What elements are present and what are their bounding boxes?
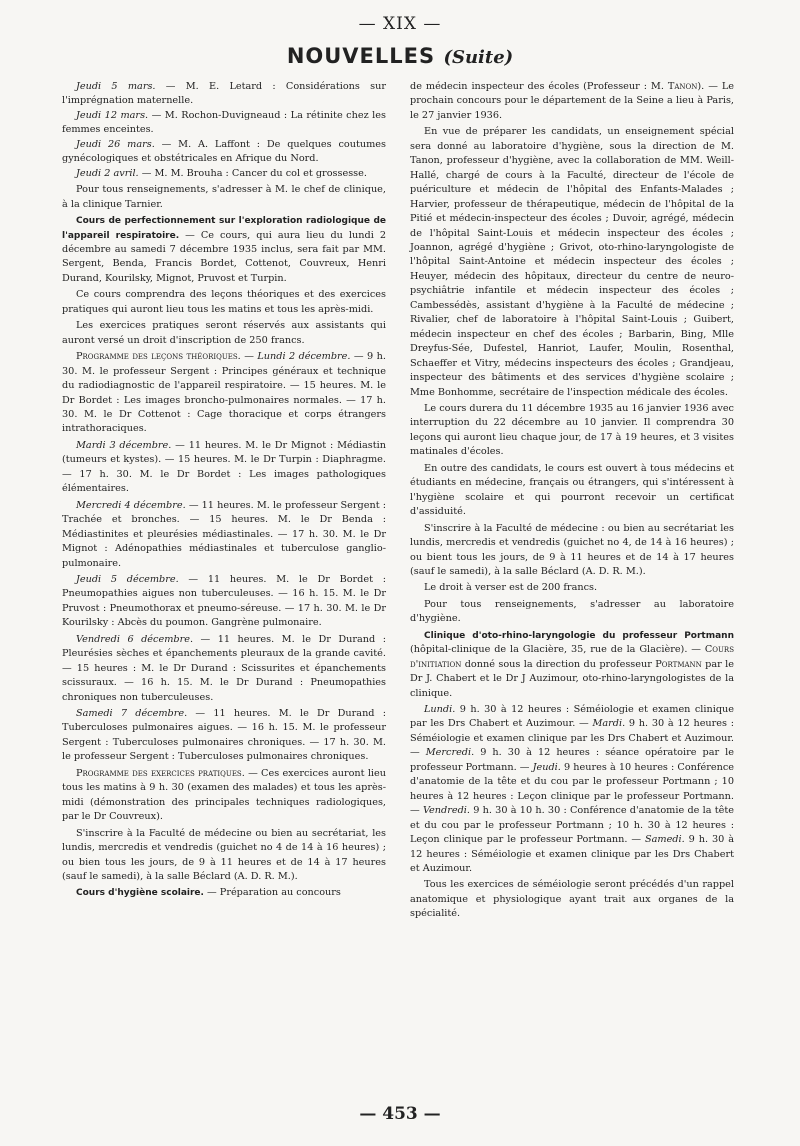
paragraph: Le droit à verser est de 200 francs. <box>424 582 598 594</box>
schedule-day: Mardi. <box>592 718 626 730</box>
text: ). — Le prochain concours pour le département de la Seine a lieu à Paris, le 27 janvier 1936. <box>410 81 734 121</box>
lecture-entry <box>62 167 386 181</box>
program-text: — Ces exercices auront lieu tous les matins à 9 h. 30 (examen des malades) et tous les après-midi (démonstration des principales techniques radiologiques, par le Dr Couvreux). <box>62 767 386 823</box>
program-entry <box>62 439 386 497</box>
schedule-text: 9 h. 30 à 12 heures : Séméiologie et examen clinique par les Drs Chabert et Auzimour. — <box>410 718 734 759</box>
section-title: Cours d'hygiène scolaire. <box>76 888 204 899</box>
program-date: Mardi 3 décembre. <box>76 439 172 451</box>
text: donné sous la direction du professeur <box>461 658 656 670</box>
schedule-day: Samedi. <box>644 834 685 846</box>
program-date: Samedi 7 décembre. <box>76 708 188 720</box>
paragraph <box>410 80 734 123</box>
lecture-entry <box>62 109 386 138</box>
section-heading <box>0 44 800 68</box>
lecture-entry <box>62 138 386 167</box>
schedule-day: Vendredi. <box>422 805 470 817</box>
paragraph: S'inscrire à la Faculté de médecine : ou bien au secrétariat les lundis, mercredis et vendredis (guichet no 4, de 14 à 16 heures) ; ou bient tous les jours, de 9 à 11 heures et de 14 à 17 heures (sauf le samedi), à la salle Béclard (A. D. R. M.). <box>410 522 734 577</box>
schedule <box>410 703 734 876</box>
schedule-day: Lundi. <box>424 704 456 716</box>
program-entry <box>62 573 386 631</box>
schedule-day: Jeudi. <box>532 761 561 773</box>
program-label: Programme des exercices pratiques. <box>76 767 245 779</box>
schedule-text: 9 h. 30 à 10 h. 30 : Conférence d'anatomie de la tête et du cou par le professeur Portmann ; 10 h. 30 à 12 heures : Leçon clinique par le professeur Portmann. — <box>410 805 734 846</box>
program-date: Lundi 2 décembre. <box>257 351 351 363</box>
program-label: Programme des leçons théoriques. <box>76 351 241 363</box>
schedule-text: 9 h. 30 à 12 heures : Séméiologie et examen clinique par les Drs Chabert et Auzimour. — <box>410 704 734 730</box>
program-entry <box>62 499 386 571</box>
paragraph <box>62 214 386 286</box>
program-text: — 9 h. 30. M. le professeur Sergent : Principes généraux et technique du radiodiagnostic de l'appareil respiratoire. — 15 heures. M. le Dr Bordet : Les images broncho-pulmonaires normales. — 17 h. 30. M. le Dr Cottenot : Cage thoracique et corps étrangers intrathoraciques. <box>62 351 386 435</box>
program-date: Mercredi 4 décembre. <box>76 499 186 511</box>
program-date: Vendredi 6 décembre. <box>76 633 194 645</box>
paragraph: Pour tous renseignements, s'adresser à M. le chef de clinique, à la clinique Tarnier. <box>62 184 386 210</box>
program-text: — 11 heures. M. le Dr Durand : Pleurésies sèches et épanchements pleuraux de la grande cavité. — 15 heures : M. le Dr Durand : Scissurites et épanchements scissuraux. — 16 h. 15. M. le Dr Durand : Pneumopathies chroniques non tuberculeuses. <box>62 633 386 703</box>
lecture-date: Jeudi 26 mars. <box>76 138 155 150</box>
program-text: — 11 heures. M. le professeur Sergent : Trachée et bronches. — 15 heures. M. le Dr Benda : Médiastinites et pleurésies médiastinales. — 17 h. 30. M. le Dr Mignot : Adénopathies médiastinales et tuberculose ganglio-pulmonaire. <box>62 499 386 569</box>
program-text: — 11 heures. M. le Dr Mignot : Médiastin (tumeurs et kystes). — 15 heures. M. le Dr Turpin : Diaphragme. — 17 h. 30. M. le Dr Bordet : Les images pathologiques élémentaires. <box>62 439 386 495</box>
text: Cours d'initiation <box>410 644 734 670</box>
lecture-text: — M. A. Laffont : De quelques coutumes gynécologiques et obstétricales en Afrique du Nord. <box>62 138 386 165</box>
lecture-date: Jeudi 12 mars. <box>76 109 149 121</box>
schedule-text: 9 heures à 10 heures : Conférence d'anatomie de la tête et du cou par le professeur Portmann ; 10 heures à 12 heures : Leçon clinique par le professeur Portmann. — <box>410 761 734 817</box>
paragraph: Ce cours comprendra des leçons théoriques et des exercices pratiques qui auront lieu tous les matins et tous les après-midi. <box>62 289 386 315</box>
lecture-date: Jeudi 2 avril. <box>76 167 139 179</box>
paragraph: Pour tous renseignements, s'adresser au laboratoire d'hygiène. <box>410 598 734 625</box>
lecture-date: Jeudi 5 mars. <box>76 81 156 92</box>
program-entry <box>62 707 386 765</box>
lecture-text: — M. M. Brouha : Cancer du col et grossesse. <box>138 167 367 179</box>
paragraph <box>410 629 734 701</box>
program-entry <box>62 633 386 705</box>
paragraph: En outre des candidats, le cours est ouvert à tous médecins et étudiants en médecine, français ou étrangers, qui s'intéressent à l'hygiène scolaire et qui pourront recevoir un certificat d'assiduité. <box>410 462 734 518</box>
page-number: — 453 — <box>359 1104 441 1124</box>
paragraph: Les exercices pratiques seront réservés aux assistants qui auront versé un droit d'inscription de 250 francs. <box>62 320 386 346</box>
paragraph <box>62 886 386 900</box>
lecture-text: — M. Rochon-Duvigneaud : La rétinite chez les femmes enceintes. <box>62 109 386 136</box>
text: Portmann <box>655 658 702 670</box>
roman-page-number: — XIX — <box>358 14 442 34</box>
text: par le Dr J. Chabert et le Dr J Auzimour, oto-rhino-laryngologistes de la clinique. <box>410 658 734 699</box>
lecture-entry <box>62 80 386 109</box>
heading-title: NOUVELLES <box>286 44 436 68</box>
paragraph: S'inscrire à la Faculté de médecine ou bien au secrétariat, les lundis, mercredis et vendredis (guichet no 4 de 14 à 16 heures) ; ou bien tous les jours, de 9 à 11 heures et de 14 à 17 heures (sauf le samedi), à la salle Béclard (A. D. R. M.). <box>62 827 386 883</box>
section-title: Cours de perfectionnement sur l'exploration radiologique de l'appareil respiratoire. <box>62 216 386 241</box>
program-date: Jeudi 5 décembre. <box>76 573 179 585</box>
left-column <box>62 80 386 901</box>
text: Tanon <box>667 81 698 92</box>
schedule-text: 9 h. 30 à 12 heures : séance opératoire par le professeur Portmann. — <box>410 747 734 773</box>
paragraph: Le cours durera du 11 décembre 1935 au 16 janvier 1936 avec interruption du 22 décembre au 10 janvier. Il comprendra 30 leçons qui auront lieu chaque jour, de 17 à 19 heures, et 3 visites matinales d'écoles. <box>410 402 734 458</box>
program-text: — 11 heures. M. le Dr Durand : Tuberculoses pulmonaires aigues. — 16 h. 15. M. le professeur Sergent : Tuberculoses pulmonaires chroniques. — 17 h. 30. M. le professeur Sergent : Tuberculoses pulmonaires chroniques. <box>62 708 386 763</box>
paragraph: Tous les exercices de séméiologie seront précédés d'un rappel anatomique et physiologique ayant trait aux organes de la spécialité. <box>410 879 734 920</box>
program-entry <box>62 767 386 825</box>
text: (hôpital-clinique de la Glacière, 35, rue de la Glacière). — <box>410 644 705 656</box>
schedule-text: 9 h. 30 à 12 heures : Séméiologie et examen clinique par les Drs Chabert et Auzimour. <box>410 834 734 875</box>
right-column <box>410 80 734 922</box>
program-text: — 11 heures. M. le Dr Bordet : Pneumopathies aigues non tuberculeuses. — 16 h. 15. M. le Dr Pruvost : Pneumothorax et pneumo-séreuse. — 17 h. 30. M. le Dr Kourilsky : Abcès du poumon. Gangrène pulmonaire. <box>62 573 386 629</box>
section-title: Clinique d'oto-rhino-laryngologie du professeur Portmann <box>424 630 734 641</box>
schedule-day: Mercredi. <box>425 747 475 759</box>
heading-suite: (Suite) <box>443 47 514 68</box>
program-entry: Programme des leçons théoriques. — Lundi 2 décembre. — 9 h. 30. M. le professeur Sergent : Principes généraux et technique du radiodiagnostic de l'appareil respiratoire. — 15 heures. M. le Dr Bordet : Les images broncho-pulmonaires normales. — 17 h. 30. M. le Dr Cottenot : Cage thoracique et corps étrangers intrathoraciques. <box>62 351 386 435</box>
text: de médecin inspecteur des écoles (Professeur : M. <box>410 81 668 92</box>
lecture-text: — M. E. Letard : Considérations sur l'imprégnation maternelle. <box>62 81 386 107</box>
section-text: — Préparation au concours <box>203 887 341 899</box>
section-text: — Ce cours, qui aura lieu du lundi 2 décembre au samedi 7 décembre 1935 inclus, sera fait par MM. Sergent, Benda, Francis Bordet, Cottenot, Couvreux, Henri Durand, Kourilsky, Mignot, Pruvost et Turpin. <box>62 229 386 284</box>
paragraph: En vue de préparer les candidats, un enseignement spécial sera donné au laboratoire d'hygiène, sous la direction de M. Tanon, professeur d'hygiène, avec la collaboration de MM. Weill-Hallé, chargé de cours à la Faculté, directeur de l'école de puériculture et médecin de l'hôpital des Enfants-Malades ; Harvier, professeur de thérapeutique, médecin de l'hôpital de la Pitié et médecin-inspecteur des écoles ; Duvoir, agrégé, médecin de l'hôpital Saint-Louis et médecin inspecteur des écoles ; Joannon, agrégé d'hygiène ; Grivot, oto-rhino-laryngologiste de l'hôpital Saint-Antoine et médecin inspecteur des écoles ; Heuyer, médecin des hôpitaux, directeur du centre de neuro-psychiâtrie infantile et médecin inspecteur des écoles ; Cambessédès, assistant d'hygiène à la Faculté de médecine ; Rivalier, chef de laboratoire à l'hôpital Saint-Louis ; Guibert, médecin inspecteur en chef des écoles ; Barbarin, Bing, Mlle Dreyfus-Sée, Dufestel, Hanriot, Laufer, Moulin, Rosenthal, Schaeffer et Vitry, médecins inspecteurs des écoles ; Grandjeau, inspecteur des bâtiments et des services d'hygiène scolaire ; Mme Bonhomme, secrétaire de l'inspection médicale des écoles. <box>410 126 734 398</box>
